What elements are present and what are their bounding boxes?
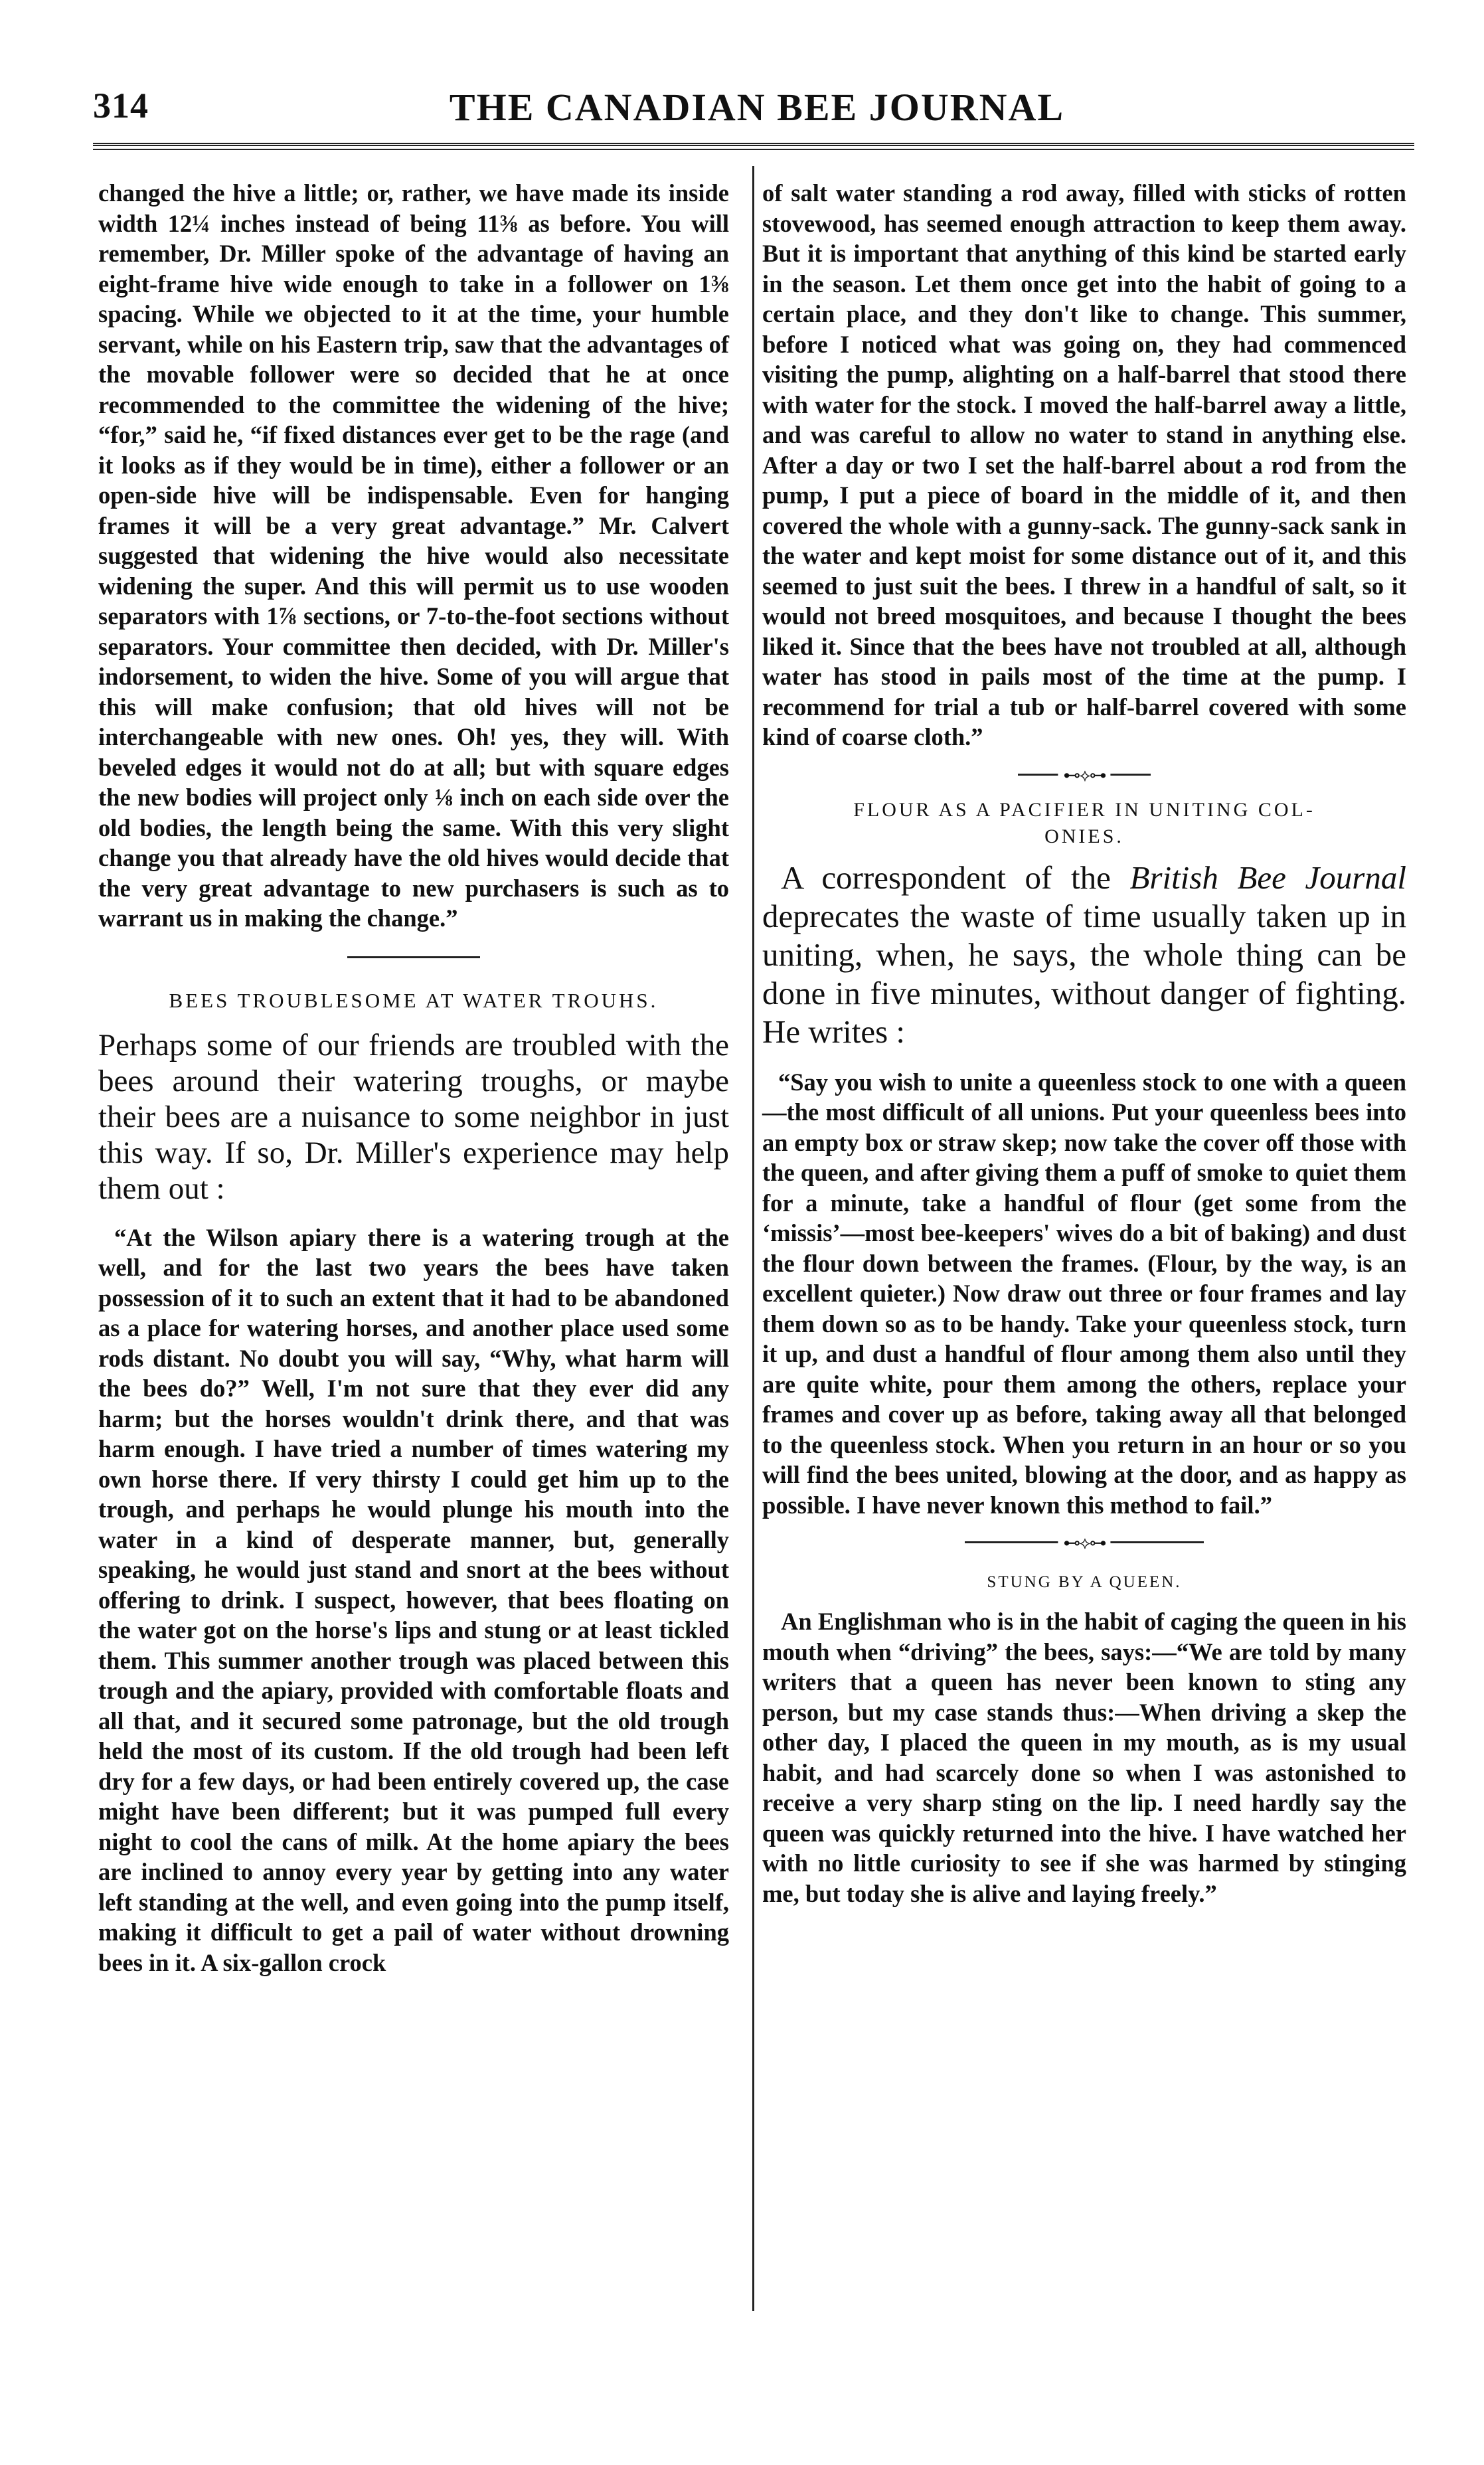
header-rule — [93, 143, 1414, 150]
column-divider — [752, 166, 754, 2311]
water-troughs-heading: BEES TROUBLESOME AT WATER TROUHS. — [169, 988, 659, 1012]
water-troughs-quote: “At the Wilson apiary there is a watering trough at the well, and for the last two years the bees have taken possession of it to such an extent that it had to be abandoned as a place for watering horses, and another place used some rods distant. No doubt you will say, “Why, what harm will the bees do?” Well, I'm not sure that they ever did any harm; but the horses wouldn't drink there, and that was harm enough. I have tried a number of times watering my own horse there. If very thirsty I could get him up to the trough, and perhaps he would plunge his mouth into the water in a kind of desperate manner, but, generally speaking, he would just stand and snort at the bees without offering to drink. I suspect, however, that bees floating on the water got on the horse's lips and stung or at least tickled them. This summer another trough was placed between this trough and the apiary, provided with comfortable floats and all that, and it secured some patronage, but the old trough held the most of its custom. If the old trough had been left dry for a few days, or had been entirely covered up, the case might have been different; but it was pumped full every night to cool the cans of milk. At the home apiary the bees are inclined to annoy every year by getting into any water left standing at the well, and even going into the pump itself, making it difficult to get a pail of water without drowning bees in it. A six-gallon crock — [98, 1223, 729, 1976]
water-troughs-lead: Perhaps some of our friends are troubled with the bees around their watering troughs, or maybe their bees are a nuisance to some neighbor in just this way. If so, Dr. Miller's experience may help them out : — [98, 1027, 729, 1206]
ornament-2: ⊷⟡⊶ — [1058, 1533, 1110, 1554]
page-number: 314 — [93, 86, 149, 126]
flour-quote: “Say you wish to unite a queenless stock to one with a queen—the most difficult of all unions. Put your queenless bees into an empty box or straw skep; now take the cover off those with the queen, and after giving them a puff of smoke to quiet them for a minute, take a handful of flour (get some from the ‘missis’—most bee-keepers' wives do a bit of baking) and dust the flour down between the frames. (Flour, by the way, is an excellent quieter.) Now draw out three or four frames and lay them down so as to be handy. Take your queenless stock, turn it up, and dust a handful of flour among them also until they are quite white, pour them among the others, replace your frames and cover up as before, taking away all that belonged to the queenless stock. When you return in an hour or so you will find the bees united, blowing at the door, and as happy as possible. I have never known this method to fail.” — [762, 1068, 1406, 1519]
left-column — [98, 178, 729, 1978]
right-column — [762, 178, 1406, 1909]
flour-lead-journal-name: British Bee Journal — [1129, 859, 1406, 896]
journal-title: THE CANADIAN BEE JOURNAL — [449, 86, 1065, 129]
ornament: ⊷⟡⊶ — [1058, 766, 1110, 786]
salt-water-paragraph: of salt water standing a rod away, filled with sticks of rotten stovewood, has seemed enough attraction to keep them away. But it is important that anything of this kind be started early in the season. Let them once get into the habit of going to a certain place, and they don't like to change. This summer, before I noticed what was going on, they had commenced visiting the pump, alighting on a half-barrel that stood there with water for the stock. I moved the half-barrel away a little, and was careful to allow no water to stand in anything else. After a day or two I set the half-barrel about a rod from the pump, I put a piece of board in the middle of it, and then covered the whole with a gunny-sack. The gunny-sack sank in the water and kept moist for some distance out of it, and this seemed to just suit the bees. I threw in a handful of salt, so it would not breed mosquitoes, and because I thought the bees liked it. Since that the bees have not troubled at all, although water has stood in pails most of the time at the pump. I recommend for trial a tub or half-barrel covered with some kind of coarse cloth.” — [762, 179, 1406, 750]
flour-lead — [762, 859, 1406, 1051]
stung-heading: STUNG BY A QUEEN. — [987, 1573, 1182, 1591]
flour-heading-line1: FLOUR AS A PACIFIER IN UNITING COL- — [853, 798, 1315, 821]
stung-paragraph: An Englishman who is in the habit of caging the queen in his mouth when “driving” the bees, says:—“We are told by many writers that a queen has never been known to sting any person, but my case stands thus:—When driving a skep the other day, I placed the queen in my mouth, as is my usual habit, and had scarcely done so when I was astonished to receive a very sharp sting on the lip. I need hardly say the queen was quickly returned into the hive. I have watched her with no little curiosity to see if she was harmed by stinging me, but today she is alive and laying freely.” — [762, 1608, 1406, 1907]
page-header — [93, 85, 1421, 145]
committee-paragraph: changed the hive a little; or, rather, we have made its inside width 12¼ inches instead of being 11⅜ as before. You will remember, Dr. Miller spoke of the advantage of having an eight-frame hive wide enough to take in a follower on 1⅜ spacing. While we objected to it at the time, your humble servant, while on his Eastern trip, saw that the advantages of the movable follower were so decided that he at once recommended to the committee the widening of the hive; “for,” said he, “if fixed distances ever get to be the rage (and it looks as if they would be in time), either a follower or an open-side hive will be indispensable. Even for hanging frames it will be a very great advantage.” Mr. Calvert suggested that widening the hive would also necessitate widening the super. And this will permit us to use wooden separators with 1⅞ sections, or 7-to-the-foot sections without separators. Your committee then decided, with Dr. Miller's indorsement, to widen the hive. Some of you will argue that this will make confusion; that old hives will not be interchangeable with new ones. Oh! yes, they will. With beveled edges it would not do at all; but with square edges the new bodies will project only ⅛ inch on each side over the old bodies, the length being the same. With this very slight change you that already have the old hives would decide that the very great advantage to new purchasers is such as to warrant us in making the change.” — [98, 179, 729, 932]
ornamental-rule — [1018, 765, 1151, 786]
flour-lead-part1: A correspondent of the — [781, 859, 1130, 896]
flour-lead-part2: deprecates the waste of time usually taken up in uniting, when, he says, the whole thing can be done in five minutes, without danger of fighting. He writes : — [762, 897, 1406, 1050]
ornamental-rule-2 — [965, 1533, 1204, 1553]
flour-heading-line2: ONIES. — [1044, 825, 1124, 847]
